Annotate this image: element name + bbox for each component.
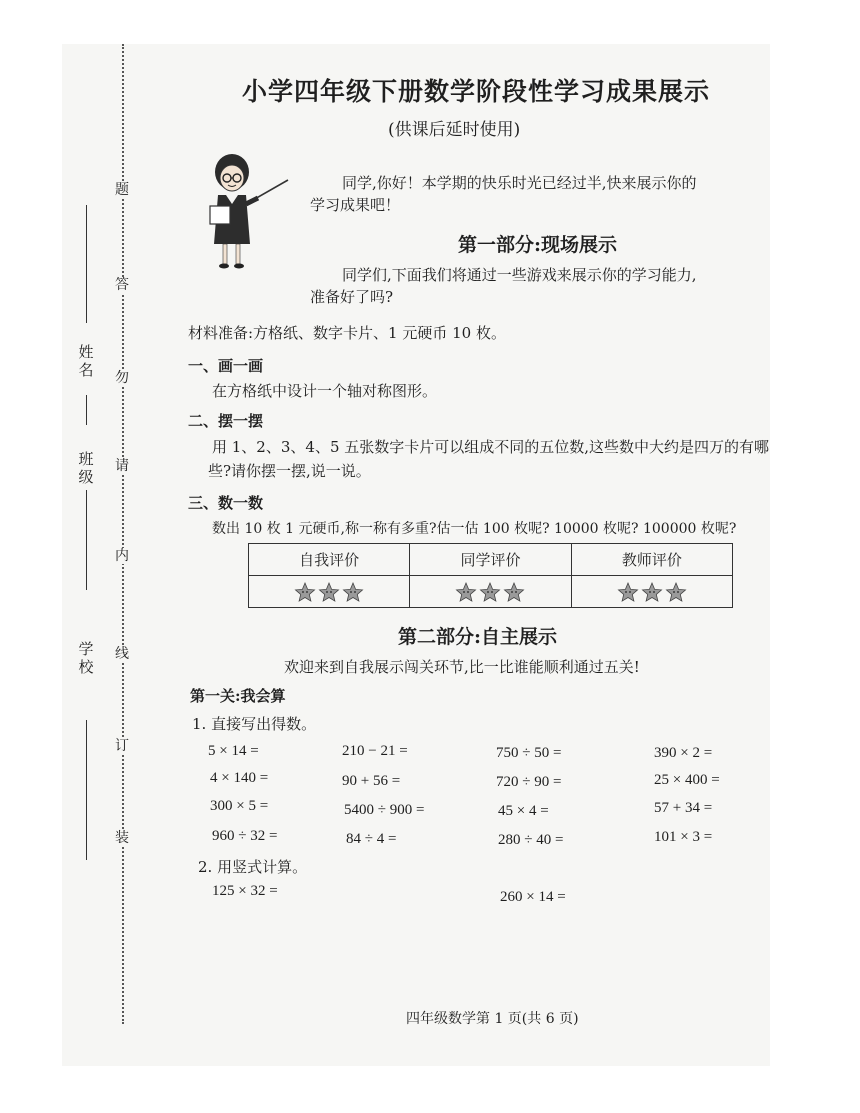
section-count-title: 三、数一数 (188, 494, 264, 512)
calc-item: 390 × 2 = (654, 745, 713, 761)
teacher-illustration (196, 148, 296, 276)
class-field-line-2 (86, 490, 87, 590)
page-title: 小学四年级下册数学阶段性学习成果展示 (242, 77, 711, 106)
binding-char: 线 (115, 646, 129, 662)
star-icon[interactable] (455, 581, 477, 603)
calc-item: 4 × 140 = (210, 770, 269, 786)
calc-item: 25 × 400 = (654, 772, 720, 788)
calc-item: 57 + 34 = (654, 800, 713, 816)
calc-item: 280 ÷ 40 = (498, 832, 564, 848)
name-label: 姓名 (78, 343, 94, 379)
intro-line-1: 同学,你好！本学期的快乐时光已经过半,快来展示你的 (342, 174, 697, 192)
section-arrange-line-2: 些?请你摆一摆,说一说。 (208, 462, 371, 480)
calc-item: 45 × 4 = (498, 803, 549, 819)
part2-intro: 欢迎来到自我展示闯关环节,比一比谁能顺利通过五关! (284, 658, 640, 676)
part1-intro-line-2: 准备好了吗? (310, 288, 394, 306)
section-arrange-title: 二、摆一摆 (188, 412, 264, 430)
star-icon[interactable] (479, 581, 501, 603)
question-1: 1. 直接写出得数。 (192, 715, 317, 733)
star-icon[interactable] (318, 581, 340, 603)
binding-char: 内 (115, 548, 129, 564)
vertical-calc-2: 260 × 14 = (500, 889, 566, 905)
section-draw-text: 在方格纸中设计一个轴对称图形。 (212, 382, 438, 400)
calc-item: 90 + 56 = (342, 773, 401, 789)
binding-char: 装 (115, 830, 129, 846)
calc-item: 101 × 3 = (654, 829, 713, 845)
calc-item: 750 ÷ 50 = (496, 745, 562, 761)
calc-item: 5 × 14 = (208, 743, 259, 759)
part1-heading: 第一部分:现场展示 (458, 234, 618, 256)
binding-char: 答 (115, 277, 129, 293)
page-subtitle: (供课后延时使用) (388, 120, 521, 140)
eval-header-teacher: 教师评价 (571, 544, 732, 576)
binding-char: 请 (115, 458, 129, 474)
school-field-line (86, 720, 87, 860)
eval-header-peer: 同学评价 (410, 544, 571, 576)
star-icon[interactable] (503, 581, 525, 603)
eval-stars-peer[interactable] (410, 576, 571, 608)
question-2: 2. 用竖式计算。 (198, 858, 308, 876)
binding-char: 题 (115, 182, 129, 198)
star-icon[interactable] (665, 581, 687, 603)
star-icon[interactable] (617, 581, 639, 603)
level1-title: 第一关:我会算 (190, 687, 286, 705)
eval-stars-self[interactable] (249, 576, 410, 608)
section-draw-title: 一、画一画 (188, 357, 264, 375)
star-icon[interactable] (641, 581, 663, 603)
calc-item: 300 × 5 = (210, 798, 269, 814)
binding-char: 勿 (115, 370, 129, 386)
class-label: 班级 (78, 450, 94, 486)
evaluation-table (248, 543, 733, 608)
star-icon[interactable] (342, 581, 364, 603)
part1-intro-line-1: 同学们,下面我们将通过一些游戏来展示你的学习能力, (342, 266, 697, 284)
section-arrange-line-1: 用 1、2、3、4、5 五张数字卡片可以组成不同的五位数,这些数中大约是四万的有哪 (212, 438, 770, 456)
calc-item: 960 ÷ 32 = (212, 828, 278, 844)
class-field-line (86, 395, 87, 425)
page-footer: 四年级数学第 1 页(共 6 页) (406, 1011, 579, 1027)
calc-item: 5400 ÷ 900 = (344, 802, 425, 818)
school-label: 学校 (78, 640, 94, 676)
star-icon[interactable] (294, 581, 316, 603)
eval-header-self: 自我评价 (249, 544, 410, 576)
calc-item: 84 ÷ 4 = (346, 831, 397, 847)
part2-heading: 第二部分:自主展示 (398, 626, 558, 648)
eval-stars-teacher[interactable] (571, 576, 732, 608)
vertical-calc-1: 125 × 32 = (212, 883, 278, 899)
name-field-line (86, 205, 87, 323)
section-count-text: 数出 10 枚 1 元硬币,称一称有多重?估一估 100 枚呢? 10000 枚呢? 100000 枚呢? (212, 521, 737, 537)
materials-text: 材料准备:方格纸、数字卡片、1 元硬币 10 枚。 (188, 324, 506, 342)
calc-item: 210 − 21 = (342, 743, 408, 759)
calc-item: 720 ÷ 90 = (496, 774, 562, 790)
binding-char: 订 (115, 738, 129, 754)
intro-line-2: 学习成果吧！ (310, 196, 401, 214)
